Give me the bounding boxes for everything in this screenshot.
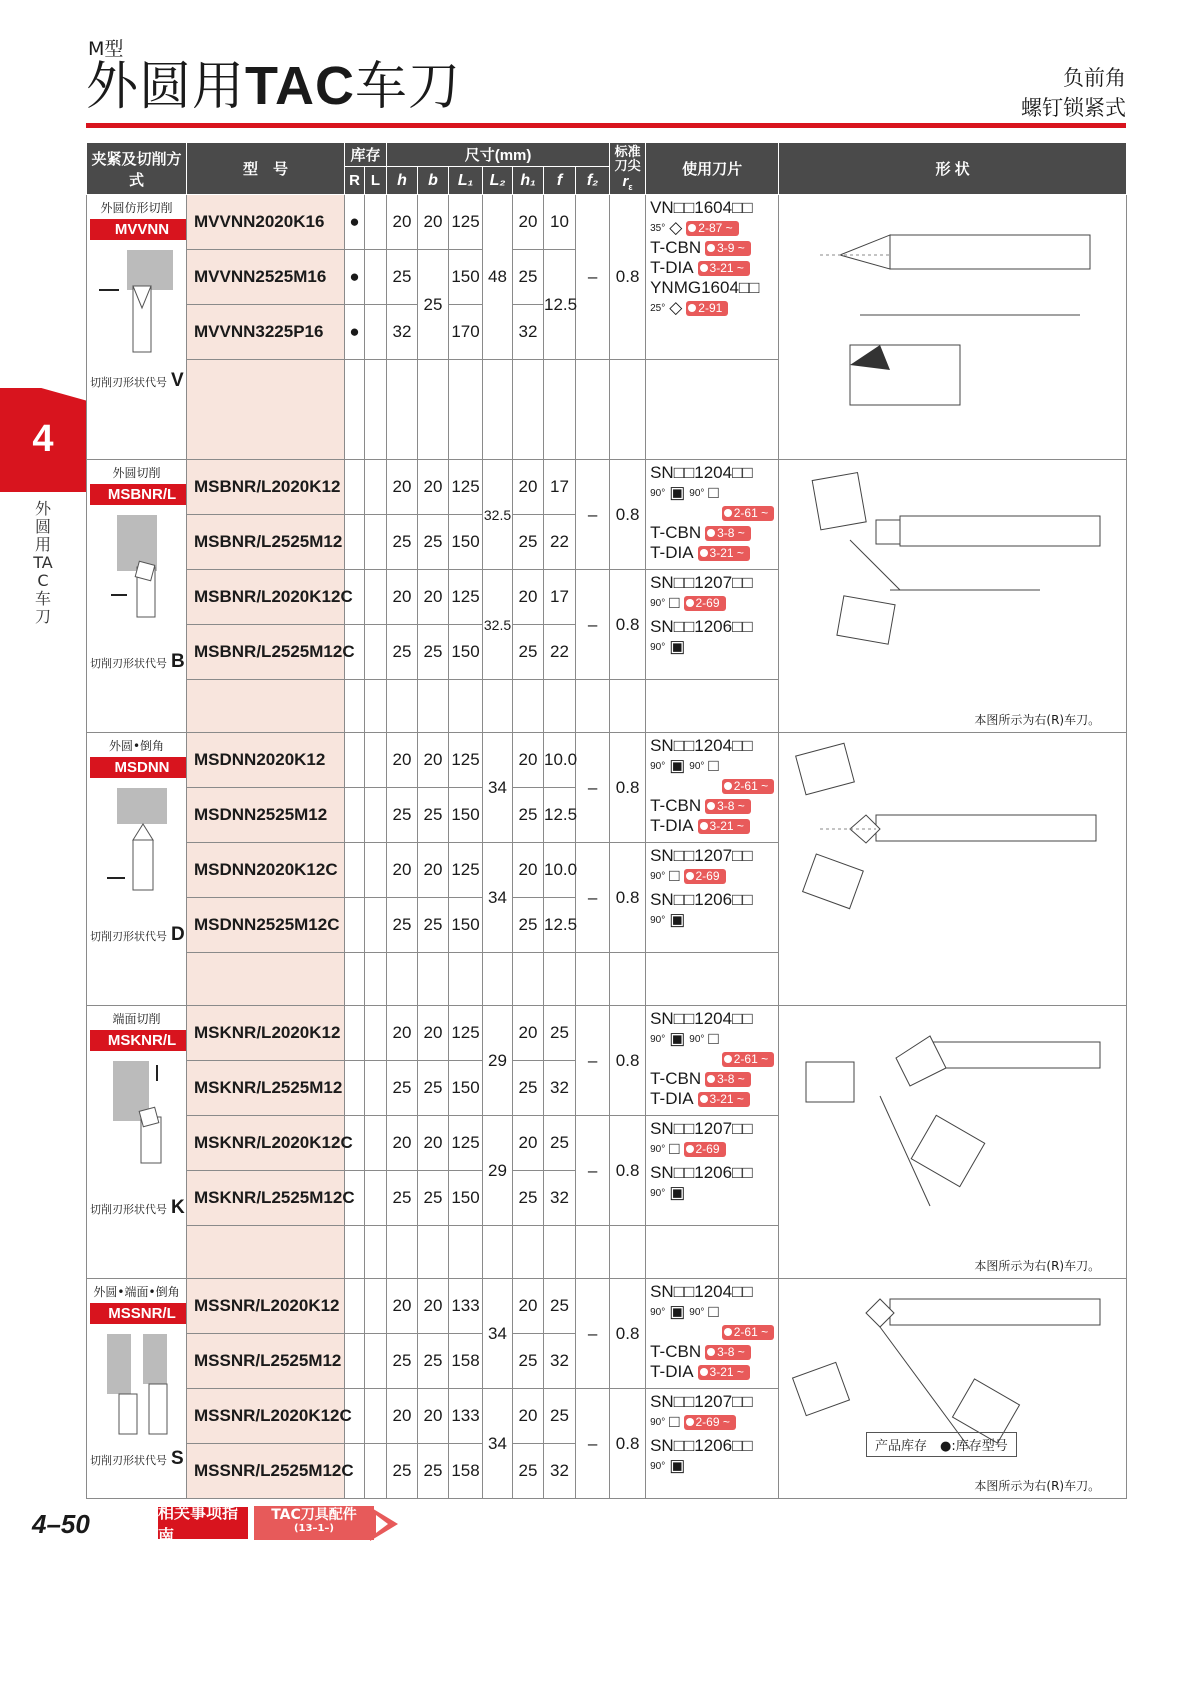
inserts-cell: SN□□1204□□ 90° ▣ 90° □ 2-61 ~ T-CBN 3-8 ~ T-DIA 3-21 ~ (646, 1279, 779, 1389)
model-number[interactable]: MSBNR/L2020K12 (187, 460, 345, 515)
model-number[interactable]: MSSNR/L2525M12 (187, 1334, 345, 1389)
table-row[interactable]: MSSNR/L2525M12 25 25 158 25 32 (87, 1334, 1127, 1389)
page-link-button[interactable]: 2-69 ~ (684, 1415, 736, 1430)
header-h: h (387, 167, 418, 195)
square-insert-icon: ▣ (669, 910, 686, 929)
square-insert-icon: □ (708, 1302, 719, 1321)
model-number[interactable]: MSDNN2020K12 (187, 733, 345, 788)
inserts-cell: VN□□1604□□ 35° ◇ 2-87 ~ T-CBN 3-9 ~ T-DIA 3-21 ~ YNMG1604□□ 25° ◇ 2-91 (646, 195, 779, 360)
rake-type-label: 负前角 (1063, 66, 1126, 90)
inserts-cell: SN□□1207□□ 90° □ 2-69 SN□□1206□□ 90° ▣ (646, 570, 779, 680)
table-row[interactable]: 外圆•端面•倒角 MSSNR/L 切削刃形状代号 S MSSNR/L2020K12 20 20 133 34 20 25 – 0.8 SN□□1204□□ 90° ▣ 90° □ 2-61 ~ T-CBN 3-8 ~ T-DIA 3-21 ~ 本图所示为右(R)车刀。 (87, 1279, 1127, 1334)
square-insert-icon: ▣ (669, 1456, 686, 1475)
model-number[interactable]: MSBNR/L2020K12C (187, 570, 345, 625)
table-row[interactable]: MVVNN2525M16 ● 25 25 150 25 12.5 (87, 250, 1127, 305)
header-stock-r: R (345, 167, 365, 195)
header-l1: L₁ (449, 167, 483, 195)
shape-diagram-cell (779, 460, 1127, 733)
page-link-button[interactable]: 3-8 ~ (705, 1072, 751, 1087)
model-number[interactable]: MSKNR/L2020K12 (187, 1006, 345, 1061)
cutting-method-diagram (97, 1057, 177, 1167)
method-cell: 外圆•倒角 MSDNN 切削刃形状代号 D (87, 733, 187, 1006)
cutting-method-diagram (97, 246, 177, 356)
square-insert-icon: ▣ (669, 756, 686, 775)
shape-diagram-cell (779, 195, 1127, 460)
model-number[interactable]: MSKNR/L2020K12C (187, 1116, 345, 1171)
method-cell: 外圆仿形切削 MVVNN 切削刃形状代号 V (87, 195, 187, 460)
table-row[interactable]: MSSNR/L2020K12C 20 20 133 34 20 25 – 0.8 SN□□1207□□ 90° □ 2-69 ~ SN□□1206□□ 90° ▣ (87, 1389, 1127, 1444)
square-insert-icon: ▣ (669, 483, 686, 502)
header-nose-radius: 标准刀尖 $r_\varepsilon$ (610, 143, 646, 195)
arrow-right-icon[interactable] (368, 1505, 402, 1543)
tool-shape-diagram (780, 460, 1126, 700)
table-row[interactable]: MSDNN2525M12C 25 25 150 25 12.5 (87, 898, 1127, 953)
square-insert-icon: □ (708, 1029, 719, 1048)
stock-mark-icon: ● (940, 1439, 952, 1454)
table-row[interactable]: MSDNN2020K12C 20 20 125 34 20 10.0 – 0.8 SN□□1207□□ 90° □ 2-69 SN□□1206□□ 90° ▣ (87, 843, 1127, 898)
page-link-button[interactable]: 2-61 ~ (722, 779, 774, 794)
diamond-insert-icon: ◇ (669, 298, 683, 317)
method-code-badge: MVVNN (90, 219, 194, 240)
page-link-button[interactable]: 2-61 ~ (722, 506, 774, 521)
page-link-button[interactable]: 3-9 ~ (705, 241, 751, 256)
inserts-cell: SN□□1204□□ 90° ▣ 90° □ 2-61 ~ T-CBN 3-8 ~ T-DIA 3-21 ~ (646, 1006, 779, 1116)
table-row[interactable]: MSKNR/L2020K12C 20 20 125 29 20 25 – 0.8 SN□□1207□□ 90° □ 2-69 SN□□1206□□ 90° ▣ (87, 1116, 1127, 1171)
tool-shape-diagram (780, 1006, 1126, 1246)
square-insert-icon: □ (708, 756, 719, 775)
square-insert-icon: □ (669, 1412, 680, 1431)
page-link-button[interactable]: 3-21 ~ (698, 1365, 750, 1380)
table-row[interactable]: MSDNN2525M12 25 25 150 25 12.5 (87, 788, 1127, 843)
chapter-label: 外圆用TAC车刀 (33, 499, 53, 626)
square-insert-icon: □ (708, 483, 719, 502)
model-number[interactable]: MVVNN2525M16 (187, 250, 345, 305)
page-link-button[interactable]: 2-69 (684, 1142, 726, 1157)
page-link-button[interactable]: 3-8 ~ (705, 799, 751, 814)
header-model: 型 号 (187, 143, 345, 195)
model-number[interactable]: MSBNR/L2525M12 (187, 515, 345, 570)
table-row[interactable]: 外圆仿形切削 MVVNN 切削刃形状代号 V MVVNN2020K16 ● 20 20 125 48 20 10 – 0.8 VN□□1604□□ 35° ◇ 2-87 ~ T-CBN 3-9 ~ T-DIA 3-21 ~ YNMG1604□□ 25° ◇ 2-91 (87, 195, 1127, 250)
model-number[interactable]: MVVNN2020K16 (187, 195, 345, 250)
inserts-cell: SN□□1207□□ 90° □ 2-69 ~ SN□□1206□□ 90° ▣ (646, 1389, 779, 1499)
page-number: 4–50 (32, 1509, 90, 1539)
page-link-button[interactable]: 3-21 ~ (698, 1092, 750, 1107)
table-row[interactable]: MSBNR/L2020K12C 20 20 125 32.5 20 17 – 0.8 SN□□1207□□ 90° □ 2-69 SN□□1206□□ 90° ▣ (87, 570, 1127, 625)
header-f: f (544, 167, 576, 195)
model-number[interactable]: MVVNN3225P16 (187, 305, 345, 360)
model-number[interactable]: MSKNR/L2525M12C (187, 1171, 345, 1226)
model-number[interactable]: MSSNR/L2525M12C (187, 1444, 345, 1499)
page-link-button[interactable]: 2-69 (684, 596, 726, 611)
tool-shape-diagram (780, 733, 1126, 973)
table-row[interactable]: MSBNR/L2525M12C 25 25 150 25 22 (87, 625, 1127, 680)
page-link-button[interactable]: 3-8 ~ (705, 526, 751, 541)
table-row[interactable]: MSSNR/L2525M12C 25 25 158 25 32 (87, 1444, 1127, 1499)
header-stock: 库存 (345, 143, 387, 167)
tool-shape-diagram (780, 195, 1126, 435)
model-number[interactable]: MSDNN2020K12C (187, 843, 345, 898)
table-row[interactable]: MVVNN3225P16 ● 32 170 32 (87, 305, 1127, 360)
chapter-number: 4 (32, 418, 54, 460)
square-insert-icon: ▣ (669, 637, 686, 656)
header-b: b (418, 167, 449, 195)
method-code-badge: MSBNR/L (90, 484, 194, 505)
page-link-button[interactable]: 2-69 (684, 869, 726, 884)
square-insert-icon: □ (669, 1139, 680, 1158)
inserts-cell: SN□□1204□□ 90° ▣ 90° □ 2-61 ~ T-CBN 3-8 ~ T-DIA 3-21 ~ (646, 733, 779, 843)
accessories-button[interactable]: TAC刀具配件 (13–1–) (254, 1506, 374, 1540)
header-f2: f₂ (576, 167, 610, 195)
table-row[interactable]: 外圆•倒角 MSDNN 切削刃形状代号 D MSDNN2020K12 20 20 125 34 20 10.0 – 0.8 SN□□1204□□ 90° ▣ 90° □ 2-61 ~ T-CBN 3-8 ~ T-DIA 3-21 ~ (87, 733, 1127, 788)
page-subtitle: M型 (88, 38, 124, 60)
diamond-insert-icon: ◇ (669, 218, 683, 237)
product-table (86, 142, 1127, 1499)
square-insert-icon: ▣ (669, 1183, 686, 1202)
shape-diagram-cell (779, 1006, 1127, 1279)
cutting-method-diagram (97, 784, 177, 894)
page-link-button[interactable]: 2-61 ~ (722, 1052, 774, 1067)
model-number[interactable]: MSBNR/L2525M12C (187, 625, 345, 680)
page-title: 外圆用TAC车刀 (86, 56, 462, 117)
page-link-button[interactable]: 3-21 ~ (698, 261, 750, 276)
table-row[interactable]: MSKNR/L2525M12C 25 25 150 25 32 (87, 1171, 1127, 1226)
shape-diagram-cell (779, 1279, 1127, 1499)
square-insert-icon: ▣ (669, 1029, 686, 1048)
square-insert-icon: ▣ (669, 1302, 686, 1321)
table-row[interactable]: MSKNR/L2525M12 25 25 150 25 32 (87, 1061, 1127, 1116)
square-insert-icon: □ (669, 866, 680, 885)
header-l2: L₂ (483, 167, 513, 195)
page-link-button[interactable]: 2-87 ~ (686, 221, 738, 236)
method-cell: 外圆•端面•倒角 MSSNR/L 切削刃形状代号 S (87, 1279, 187, 1499)
cutting-method-diagram (97, 511, 177, 621)
inserts-cell: SN□□1207□□ 90° □ 2-69 SN□□1206□□ 90° ▣ (646, 1116, 779, 1226)
header-shape: 形 状 (779, 143, 1127, 195)
page-link-button[interactable]: 2-91 (686, 301, 728, 316)
model-number[interactable]: MSSNR/L2020K12 (187, 1279, 345, 1334)
method-code-badge: MSDNN (90, 757, 194, 778)
method-cell: 端面切削 MSKNR/L 切削刃形状代号 K (87, 1006, 187, 1279)
page-link-button[interactable]: 2-61 ~ (722, 1325, 774, 1340)
page-link-button[interactable]: 3-21 ~ (698, 546, 750, 561)
table-row[interactable]: 外圆切削 MSBNR/L 切削刃形状代号 B MSBNR/L2020K12 20 20 125 32.5 20 17 – 0.8 SN□□1204□□ 90° ▣ 90° □ 2-61 ~ T-CBN 3-8 ~ T-DIA 3-21 ~ 本图所示为右(R)车刀。 (87, 460, 1127, 515)
clamp-type-label: 螺钉锁紧式 (1021, 96, 1126, 120)
square-insert-icon: □ (669, 593, 680, 612)
inserts-cell: SN□□1207□□ 90° □ 2-69 SN□□1206□□ 90° ▣ (646, 843, 779, 953)
model-number[interactable]: MSDNN2525M12 (187, 788, 345, 843)
method-cell: 外圆切削 MSBNR/L 切削刃形状代号 B (87, 460, 187, 733)
right-hand-note: 本图所示为右(R)车刀。 (974, 1479, 1101, 1493)
right-hand-note: 本图所示为右(R)车刀。 (974, 1259, 1101, 1273)
method-code-badge: MSKNR/L (90, 1030, 194, 1051)
header-dimensions: 尺寸(mm) (387, 143, 610, 167)
header-h1: h₁ (513, 167, 544, 195)
model-number[interactable]: MSKNR/L2525M12 (187, 1061, 345, 1116)
header-stock-l: L (365, 167, 387, 195)
table-row[interactable]: MSBNR/L2525M12 25 25 150 25 22 (87, 515, 1127, 570)
title-rule (86, 123, 1126, 128)
page-link-button[interactable]: 3-21 ~ (698, 819, 750, 834)
cutting-method-diagram (97, 1330, 177, 1440)
shape-diagram-cell (779, 733, 1127, 1006)
right-hand-note: 本图所示为右(R)车刀。 (974, 713, 1101, 727)
page-link-button[interactable]: 3-8 ~ (705, 1345, 751, 1360)
stock-legend: 产品库存 ●:库存型号 (866, 1432, 1017, 1457)
model-number[interactable]: MSSNR/L2020K12C (187, 1389, 345, 1444)
model-number[interactable]: MSDNN2525M12C (187, 898, 345, 953)
header-method: 夹紧及切削方式 (87, 143, 187, 195)
table-row[interactable]: 端面切削 MSKNR/L 切削刃形状代号 K MSKNR/L2020K12 20 20 125 29 20 25 – 0.8 SN□□1204□□ 90° ▣ 90° □ 2-61 ~ T-CBN 3-8 ~ T-DIA 3-21 ~ 本图所示为右(R)车刀。 (87, 1006, 1127, 1061)
method-code-badge: MSSNR/L (90, 1303, 194, 1324)
header-inserts: 使用刀片 (646, 143, 779, 195)
related-guide-button[interactable]: 相关事项指南 (158, 1507, 248, 1539)
inserts-cell: SN□□1204□□ 90° ▣ 90° □ 2-61 ~ T-CBN 3-8 ~ T-DIA 3-21 ~ (646, 460, 779, 570)
